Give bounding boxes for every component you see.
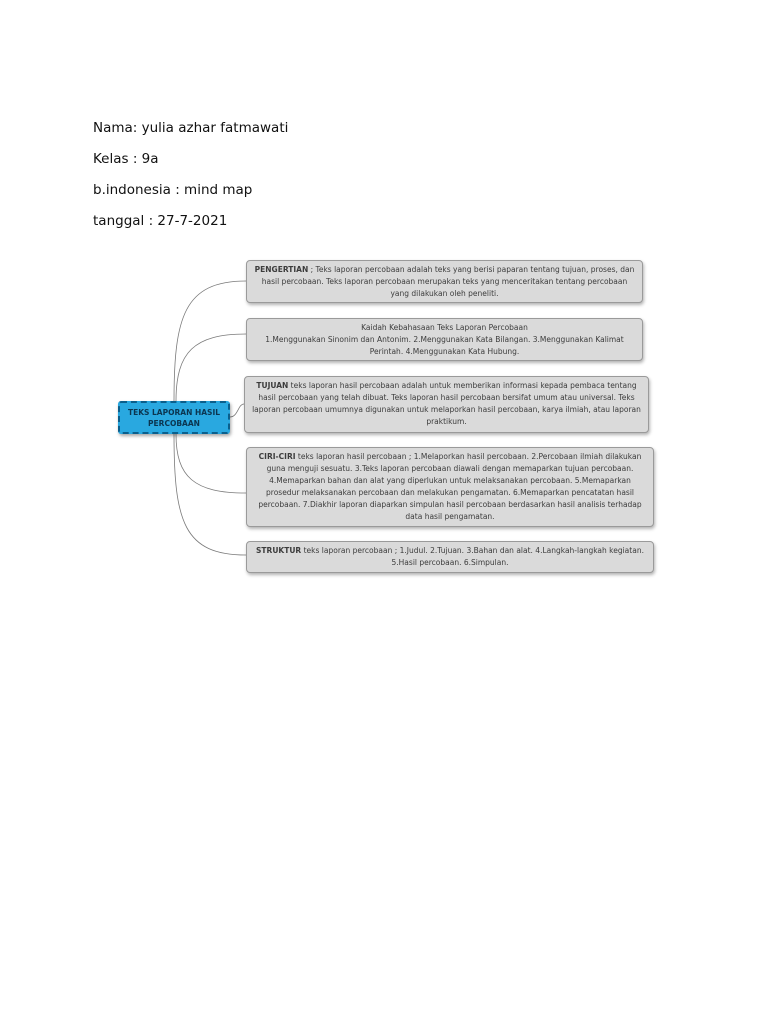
branch-struktur — [246, 541, 654, 573]
branch-keyword: TUJUAN — [256, 381, 289, 390]
branch-pengertian — [246, 260, 643, 303]
branch-keyword: PENGERTIAN — [254, 265, 309, 274]
connector-struktur — [174, 434, 246, 555]
branch-keyword: CIRI-CIRI — [258, 452, 296, 461]
central-topic-node: TEKS LAPORAN HASIL PERCOBAAN — [118, 401, 230, 434]
connector-ciri — [176, 434, 246, 493]
branch-ciri-ciri — [246, 447, 654, 527]
connector-kaidah — [176, 334, 246, 401]
branch-tujuan — [244, 376, 649, 433]
branch-text: ; Teks laporan percobaan adalah teks yang berisi paparan tentang tujuan, proses, dan hasil percobaan. Teks laporan percobaan merupakan teks yang menceritakan tentang percobaan yang dilakukan oleh peneliti. — [261, 265, 635, 298]
branch-text: teks laporan hasil percobaan ; 1.Melaporkan hasil percobaan. 2.Percobaan ilmiah dilakukan guna menguji sesuatu. 3.Teks laporan percobaan diawali dengan memaparkan tujuan percobaan. 4.Memaparkan bahan dan alat yang diperlukan untuk melaksanakan percobaan. 5.Memaparkan prosedur melaksanakan percobaan dan melakukan pengamatan. 6.Memaparkan pencatatan hasil percobaan. 7.Diakhir laporan diaparkan simpulan hasil percobaan berdasarkan hasil analisis terhadap data hasil pengamatan. — [258, 452, 642, 521]
branch-kaidah — [246, 318, 643, 361]
student-name: Nama: yulia azhar fatmawati — [93, 120, 289, 136]
mind-map — [114, 257, 659, 579]
connector-pengertian — [174, 281, 246, 401]
date-line: tanggal : 27-7-2021 — [93, 213, 228, 229]
branch-text: teks laporan percobaan ; 1.Judul. 2.Tujuan. 3.Bahan dan alat. 4.Langkah-langkah kegiatan. 5.Hasil percobaan. 6.Simpulan. — [301, 546, 644, 567]
student-class: Kelas : 9a — [93, 151, 159, 167]
branch-keyword: STRUKTUR — [256, 546, 302, 555]
branch-text: teks laporan hasil percobaan adalah untuk memberikan informasi kepada pembaca tentang hasil percobaan yang telah dibuat. Teks laporan hasil percobaan bersifat umum atau universal. Teks laporan percobaan umumnya digunakan untuk melaporkan hasil percobaan, karya ilmiah, atau laporan praktikum. — [252, 381, 641, 426]
branch-text: 1.Menggunakan Sinonim dan Antonim. 2.Menggunakan Kata Bilangan. 3.Menggunakan Kalimat Perintah. 4.Menggunakan Kata Hubung. — [265, 335, 624, 356]
branch-title: Kaidah Kebahasaan Teks Laporan Percobaan — [361, 323, 528, 332]
connector-tujuan — [230, 404, 244, 417]
subject-line: b.indonesia : mind map — [93, 182, 253, 198]
